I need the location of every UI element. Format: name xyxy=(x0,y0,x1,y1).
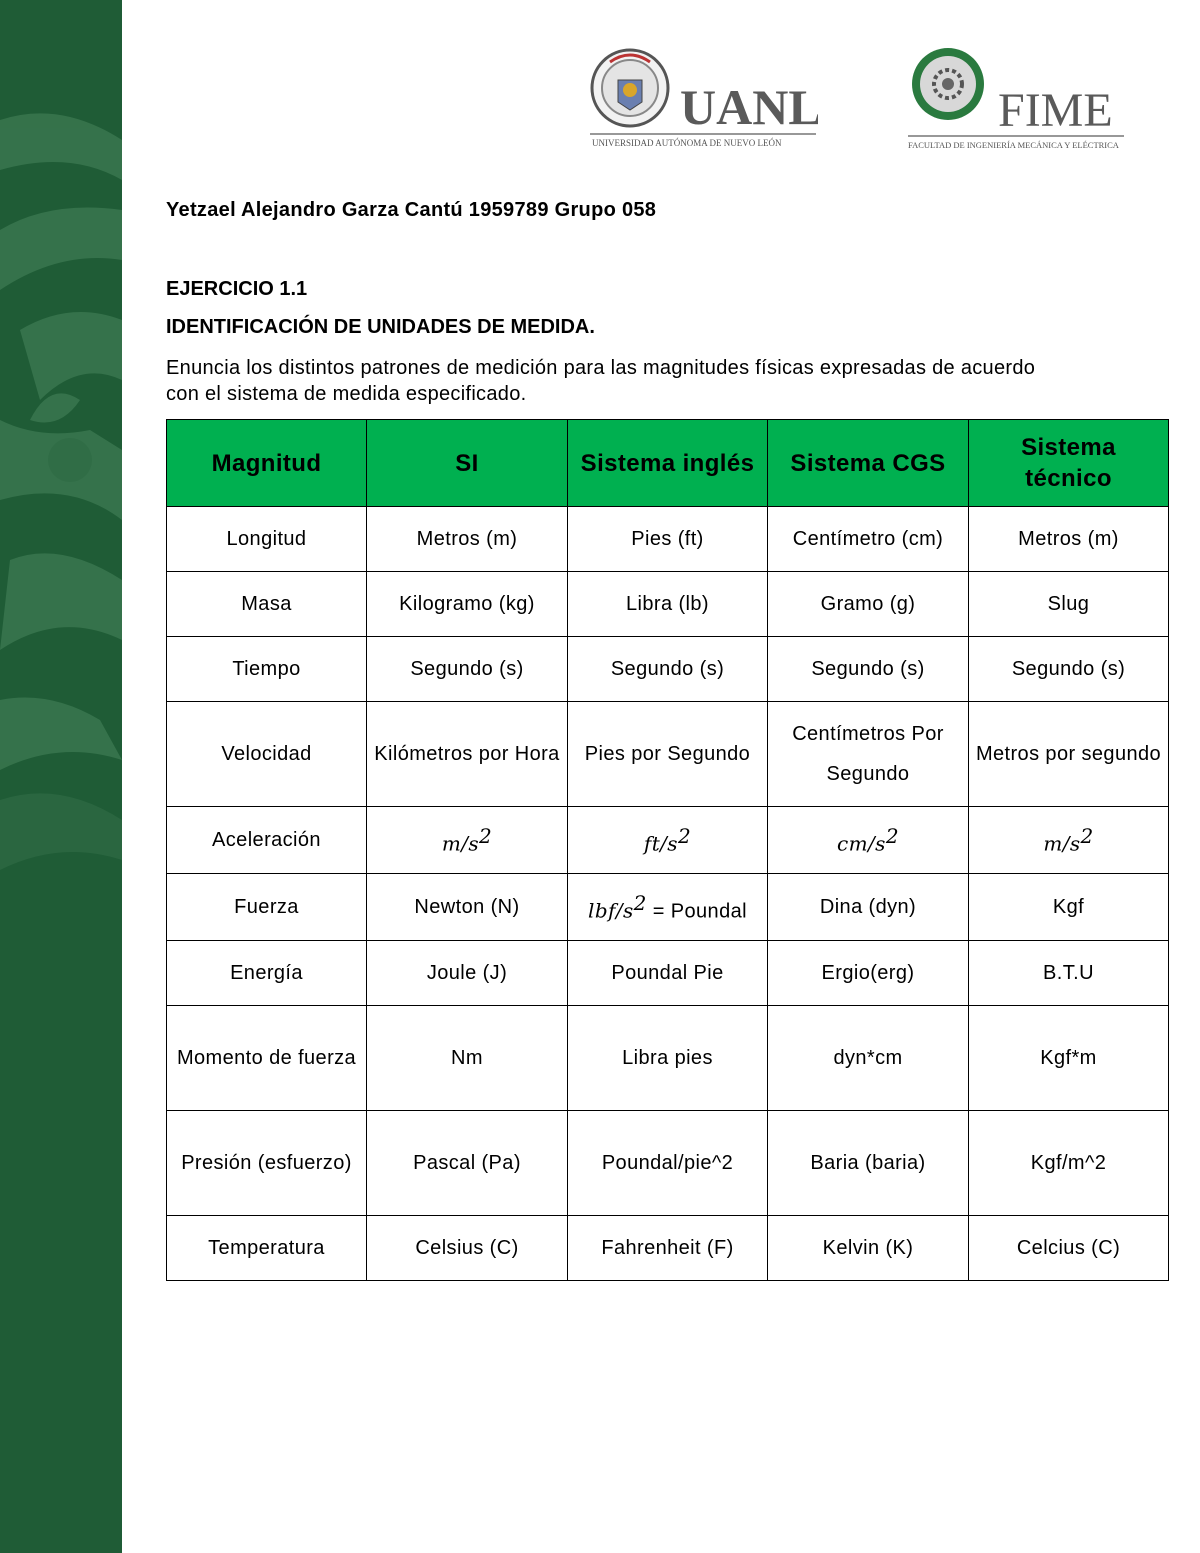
table-row xyxy=(167,1111,1169,1216)
unit-formula: ft/s xyxy=(643,831,678,856)
table-cell: Kelvin (K) xyxy=(768,1216,969,1281)
table-cell: Ergio(erg) xyxy=(768,941,969,1006)
table-row xyxy=(167,507,1169,572)
unit-exponent: 2 xyxy=(1080,823,1094,848)
table-cell: Longitud xyxy=(167,507,367,572)
table-cell: Aceleración xyxy=(167,807,367,874)
header-sistema-tecnico: Sistema técnico xyxy=(969,420,1169,507)
table-cell: Poundal Pie xyxy=(568,941,768,1006)
table-cell: Baria (baria) xyxy=(768,1111,969,1216)
table-cell: Kgf/m^2 xyxy=(969,1111,1169,1216)
svg-text:FIME: FIME xyxy=(998,84,1113,137)
table-cell: Momento de fuerza xyxy=(167,1006,367,1111)
table-row xyxy=(167,874,1169,941)
header-magnitud: Magnitud xyxy=(167,420,367,507)
table-cell: Poundal/pie^2 xyxy=(568,1111,768,1216)
table-cell: Gramo (g) xyxy=(768,572,969,637)
units-table xyxy=(166,419,1169,1281)
table-cell: Velocidad xyxy=(167,702,367,807)
header-si: SI xyxy=(367,420,568,507)
table-cell xyxy=(768,807,969,874)
unit-formula: cm/s xyxy=(837,831,886,856)
svg-text:UANL: UANL xyxy=(680,79,818,135)
table-cell: Joule (J) xyxy=(367,941,568,1006)
table-cell: Segundo (s) xyxy=(568,637,768,702)
table-cell: Segundo (s) xyxy=(969,637,1169,702)
table-row xyxy=(167,637,1169,702)
exercise-subtitle: IDENTIFICACIÓN DE UNIDADES DE MEDIDA. xyxy=(166,316,595,338)
table-header-row xyxy=(167,420,1169,507)
table-cell: Centímetros Por Segundo xyxy=(768,702,969,807)
table-row xyxy=(167,807,1169,874)
table-cell: Pascal (Pa) xyxy=(367,1111,568,1216)
table-cell: Celcius (C) xyxy=(969,1216,1169,1281)
table-row xyxy=(167,572,1169,637)
table-cell: Segundo (s) xyxy=(768,637,969,702)
table-cell: Temperatura xyxy=(167,1216,367,1281)
table-cell xyxy=(367,807,568,874)
tiger-watermark-icon xyxy=(0,0,122,1553)
table-row xyxy=(167,941,1169,1006)
table-cell: Nm xyxy=(367,1006,568,1111)
table-cell: Libra pies xyxy=(568,1006,768,1111)
unit-formula: m/s xyxy=(441,831,480,856)
unit-exponent: 2 xyxy=(885,823,899,848)
svg-text:UNIVERSIDAD AUTÓNOMA DE NUEVO: UNIVERSIDAD AUTÓNOMA DE NUEVO LEÓN xyxy=(592,138,782,148)
header-sistema-ingles: Sistema inglés xyxy=(568,420,768,507)
table-cell xyxy=(568,807,768,874)
table-cell: Energía xyxy=(167,941,367,1006)
unit-exponent: 2 xyxy=(633,890,647,915)
table-cell: Centímetro (cm) xyxy=(768,507,969,572)
table-cell: Masa xyxy=(167,572,367,637)
table-cell: Slug xyxy=(969,572,1169,637)
table-cell: Presión (esfuerzo) xyxy=(167,1111,367,1216)
student-info: Yetzael Alejandro Garza Cantú 1959789 Grupo 058 xyxy=(166,199,657,221)
unit-equivalence: = Poundal xyxy=(646,900,747,923)
table-cell: Fuerza xyxy=(167,874,367,941)
table-cell: Kilogramo (kg) xyxy=(367,572,568,637)
table-cell xyxy=(969,807,1169,874)
exercise-title: EJERCICIO 1.1 xyxy=(166,278,308,300)
table-cell: Segundo (s) xyxy=(367,637,568,702)
table-cell: Pies por Segundo xyxy=(568,702,768,807)
table-row xyxy=(167,1216,1169,1281)
table-cell xyxy=(568,874,768,941)
table-cell: Kgf*m xyxy=(969,1006,1169,1111)
table-cell: Metros por segundo xyxy=(969,702,1169,807)
table-cell: Newton (N) xyxy=(367,874,568,941)
table-cell: Metros (m) xyxy=(367,507,568,572)
table-cell: Kgf xyxy=(969,874,1169,941)
sidebar-decoration xyxy=(0,0,122,1553)
table-row xyxy=(167,702,1169,807)
table-cell: Kilómetros por Hora xyxy=(367,702,568,807)
table-cell: Fahrenheit (F) xyxy=(568,1216,768,1281)
table-cell: Dina (dyn) xyxy=(768,874,969,941)
exercise-description: Enuncia los distintos patrones de medición para las magnitudes físicas expresadas de acuerdo con el sistema de medida especificado. xyxy=(166,357,1036,405)
table-cell: Libra (lb) xyxy=(568,572,768,637)
table-cell: dyn*cm xyxy=(768,1006,969,1111)
table-cell: B.T.U xyxy=(969,941,1169,1006)
svg-text:FACULTAD DE INGENIERÍA MECÁNIC: FACULTAD DE INGENIERÍA MECÁNICA Y ELÉCTRICA xyxy=(908,140,1119,150)
table-row xyxy=(167,1006,1169,1111)
unit-exponent: 2 xyxy=(479,823,493,848)
table-cell: Metros (m) xyxy=(969,507,1169,572)
uanl-logo xyxy=(588,42,818,152)
unit-exponent: 2 xyxy=(677,823,692,848)
header-sistema-cgs: Sistema CGS xyxy=(768,420,969,507)
table-cell: Pies (ft) xyxy=(568,507,768,572)
fime-logo xyxy=(906,40,1126,152)
table-cell: Tiempo xyxy=(167,637,367,702)
unit-formula: lbf/s xyxy=(588,898,634,923)
table-cell: Celsius (C) xyxy=(367,1216,568,1281)
unit-formula: m/s xyxy=(1043,831,1081,856)
